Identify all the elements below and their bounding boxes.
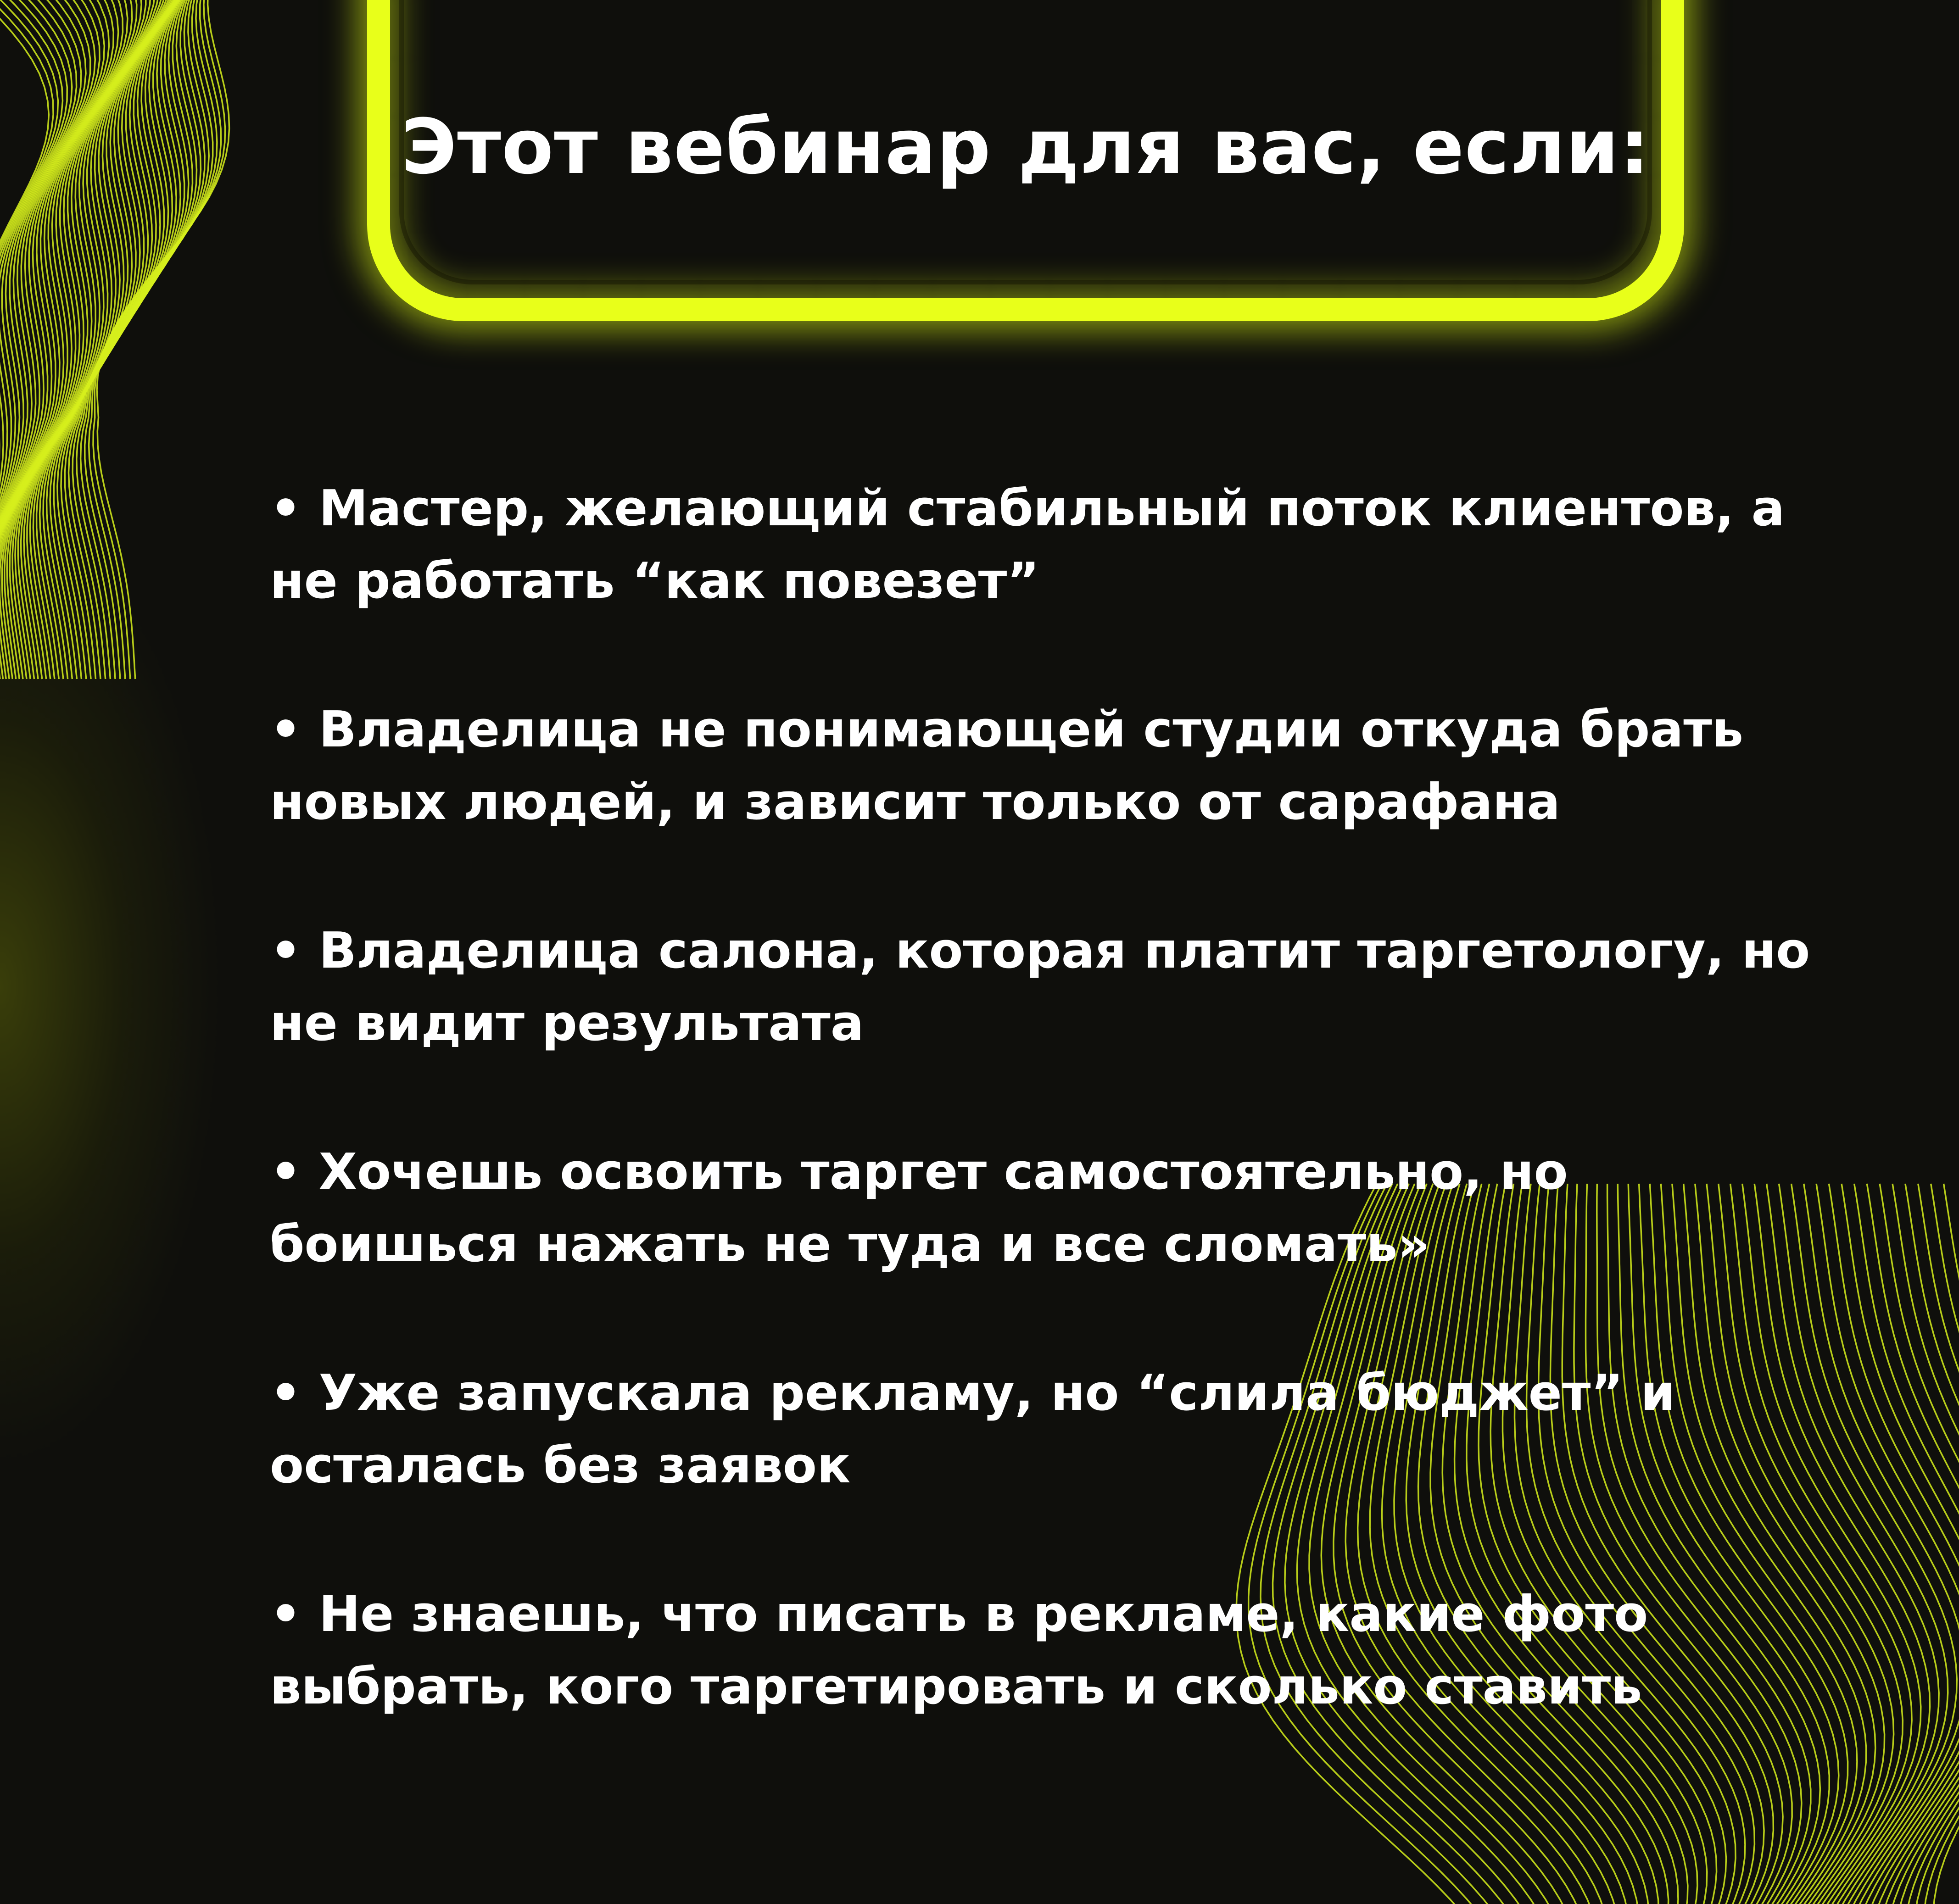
list-item-line: не работать “как повезет” [270, 552, 1040, 610]
list-item [270, 473, 1839, 694]
list-item-line: • Хочешь освоить таргет самостоятельно, но [270, 1143, 1568, 1201]
wave-lines-top-left [0, 0, 229, 679]
list-item-line: осталась без заявок [270, 1437, 851, 1494]
list-item [270, 1578, 1839, 1799]
wave-line [1854, 1184, 1959, 1904]
list-item-line: боишься нажать не туда и все сломать» [270, 1216, 1430, 1273]
list-item [270, 694, 1839, 915]
wave-line [0, 0, 170, 679]
list-item [270, 1136, 1839, 1357]
page-title: Этот вебинар для вас, если: [401, 103, 1650, 191]
list-item [270, 1357, 1839, 1578]
list-item-line: • Владелица салона, которая платит таргетологу, но [270, 922, 1810, 980]
list-item-line: не видит результата [270, 995, 864, 1052]
wave-line [0, 0, 81, 679]
list-item [270, 915, 1839, 1136]
list-item-line: новых людей, и зависит только от сарафана [270, 774, 1561, 831]
audience-list [270, 473, 1839, 1799]
list-item-line: • Мастер, желающий стабильный поток клиентов, а [270, 480, 1785, 537]
list-item-line: выбрать, кого таргетировать и сколько ставить [270, 1658, 1642, 1715]
list-item-line: • Владелица не понимающей студии откуда брать [270, 701, 1744, 758]
list-item-line: • Уже запускала рекламу, но “слила бюджет” и [270, 1364, 1675, 1422]
list-item-line: • Не знаешь, что писать в рекламе, какие фото [270, 1586, 1648, 1643]
